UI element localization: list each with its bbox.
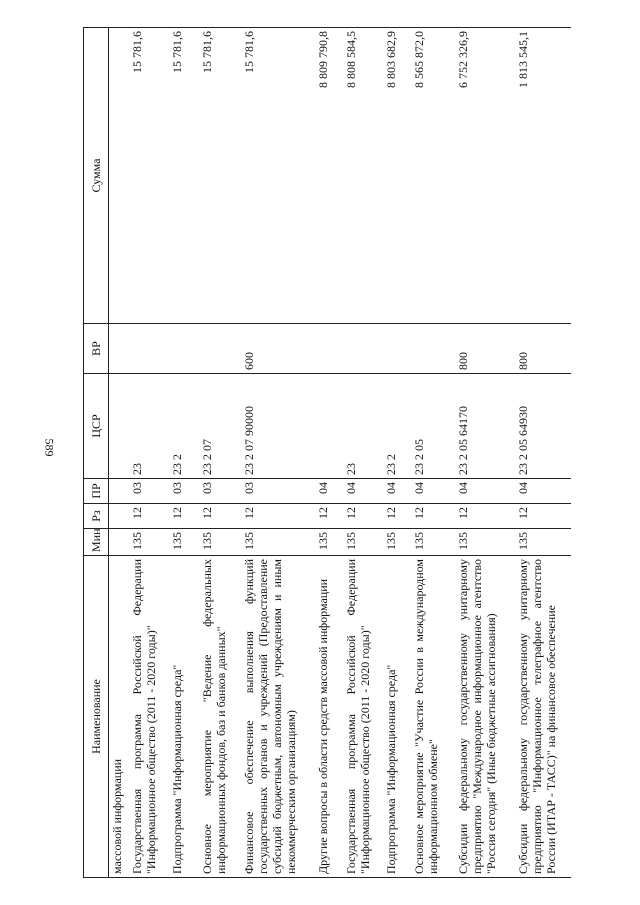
- row-rz: 12: [127, 504, 167, 529]
- row-min: [109, 529, 127, 556]
- row-name: Основное мероприятие "Участие России в международном информационном обмене": [409, 556, 453, 878]
- table-row: [513, 28, 571, 878]
- row-csr: 23 2 05: [409, 374, 453, 479]
- row-min: 135: [381, 529, 409, 556]
- header-sum: Сумма: [84, 28, 109, 324]
- row-sum: 8 808 584,5: [341, 28, 381, 324]
- row-csr: 23 2 07: [197, 374, 239, 479]
- row-name: Основное мероприятие "Ведение федеральных информационных фондов, баз и банков данных": [197, 556, 239, 878]
- row-rz: 12: [313, 504, 341, 529]
- table-row: [197, 28, 239, 878]
- table-row: [381, 28, 409, 878]
- row-sum: [109, 28, 127, 324]
- row-min: 135: [513, 529, 571, 556]
- row-vr: [381, 324, 409, 374]
- row-name: Субсидии федеральному государственному унитарному предприятию "Международное информационное агентство "Россия сегодня" (Иные бюджетные ассигнования): [453, 556, 513, 878]
- row-pr: 04: [409, 479, 453, 504]
- row-rz: 12: [381, 504, 409, 529]
- row-name: Другие вопросы в области средств массовой информации: [313, 556, 341, 878]
- row-rz: 12: [513, 504, 571, 529]
- row-rz: [109, 504, 127, 529]
- table-row: [109, 28, 127, 878]
- row-sum: 15 781,6: [167, 28, 197, 324]
- row-sum: 15 781,6: [197, 28, 239, 324]
- row-csr: 23 2: [167, 374, 197, 479]
- row-sum: 15 781,6: [239, 28, 313, 324]
- rotated-page: [83, 28, 593, 878]
- table-row: [341, 28, 381, 878]
- header-pr: ПР: [84, 479, 109, 504]
- row-name: Субсидии федеральному государственному унитарному предприятию "Информационное телеграфное агентство России (ИТАР - ТАСС)" на финансовое обеспечение: [513, 556, 571, 878]
- row-csr: 23 2 07 90000: [239, 374, 313, 479]
- row-pr: 03: [239, 479, 313, 504]
- row-vr: [409, 324, 453, 374]
- row-pr: 03: [197, 479, 239, 504]
- row-pr: 03: [167, 479, 197, 504]
- row-sum: 6 752 326,9: [453, 28, 513, 324]
- table-row: [313, 28, 341, 878]
- row-sum: 8 803 682,9: [381, 28, 409, 324]
- row-rz: 12: [341, 504, 381, 529]
- row-vr: [127, 324, 167, 374]
- table-row: [453, 28, 513, 878]
- row-name: Подпрограмма "Информационная среда": [167, 556, 197, 878]
- row-rz: 12: [239, 504, 313, 529]
- header-row: [84, 28, 109, 878]
- table-row: [167, 28, 197, 878]
- row-min: 135: [197, 529, 239, 556]
- row-pr: [109, 479, 127, 504]
- row-pr: 03: [127, 479, 167, 504]
- row-csr: [109, 374, 127, 479]
- header-min: Мин: [84, 529, 109, 556]
- row-rz: 12: [409, 504, 453, 529]
- header-name: Наименование: [84, 556, 109, 878]
- row-csr: 23 2 05 64930: [513, 374, 571, 479]
- row-vr: 800: [513, 324, 571, 374]
- header-vr: ВР: [84, 324, 109, 374]
- row-min: 135: [239, 529, 313, 556]
- row-vr: 800: [453, 324, 513, 374]
- row-csr: 23: [127, 374, 167, 479]
- row-min: 135: [313, 529, 341, 556]
- row-pr: 04: [453, 479, 513, 504]
- row-min: 135: [127, 529, 167, 556]
- row-sum: 1 813 545,1: [513, 28, 571, 324]
- row-sum: 8 565 872,0: [409, 28, 453, 324]
- row-rz: 12: [197, 504, 239, 529]
- budget-table: [83, 27, 571, 878]
- row-name: Подпрограмма "Информационная среда": [381, 556, 409, 878]
- row-name: Государственная программа Российской Федерации "Информационное общество (2011 - 2020 годы)": [127, 556, 167, 878]
- row-pr: 04: [513, 479, 571, 504]
- row-pr: 04: [381, 479, 409, 504]
- row-min: 135: [409, 529, 453, 556]
- row-sum: 8 809 790,8: [313, 28, 341, 324]
- row-vr: [167, 324, 197, 374]
- row-vr: [341, 324, 381, 374]
- row-pr: 04: [341, 479, 381, 504]
- row-rz: 12: [167, 504, 197, 529]
- row-sum: 15 781,6: [127, 28, 167, 324]
- header-rz: Рз: [84, 504, 109, 529]
- row-name: Государственная программа Российской Федерации "Информационное общество (2011 - 2020 годы)": [341, 556, 381, 878]
- header-csr: ЦСР: [84, 374, 109, 479]
- row-rz: 12: [453, 504, 513, 529]
- row-vr: [313, 324, 341, 374]
- table-row: [239, 28, 313, 878]
- row-min: 135: [453, 529, 513, 556]
- row-vr: 600: [239, 324, 313, 374]
- row-csr: 23 2: [381, 374, 409, 479]
- row-name: Финансовое обеспечение выполнения функций государственных органов и учреждений (Предоставление субсидий бюджетным, автономным учреждениям и иным некоммерческим организациям): [239, 556, 313, 878]
- row-min: 135: [341, 529, 381, 556]
- row-vr: [109, 324, 127, 374]
- row-csr: 23 2 05 64170: [453, 374, 513, 479]
- row-pr: 04: [313, 479, 341, 504]
- table-row: [127, 28, 167, 878]
- row-vr: [197, 324, 239, 374]
- table-row: [409, 28, 453, 878]
- row-csr: [313, 374, 341, 479]
- page-number: 589: [42, 438, 57, 457]
- row-name: массовой информации: [109, 556, 127, 878]
- row-csr: 23: [341, 374, 381, 479]
- row-min: 135: [167, 529, 197, 556]
